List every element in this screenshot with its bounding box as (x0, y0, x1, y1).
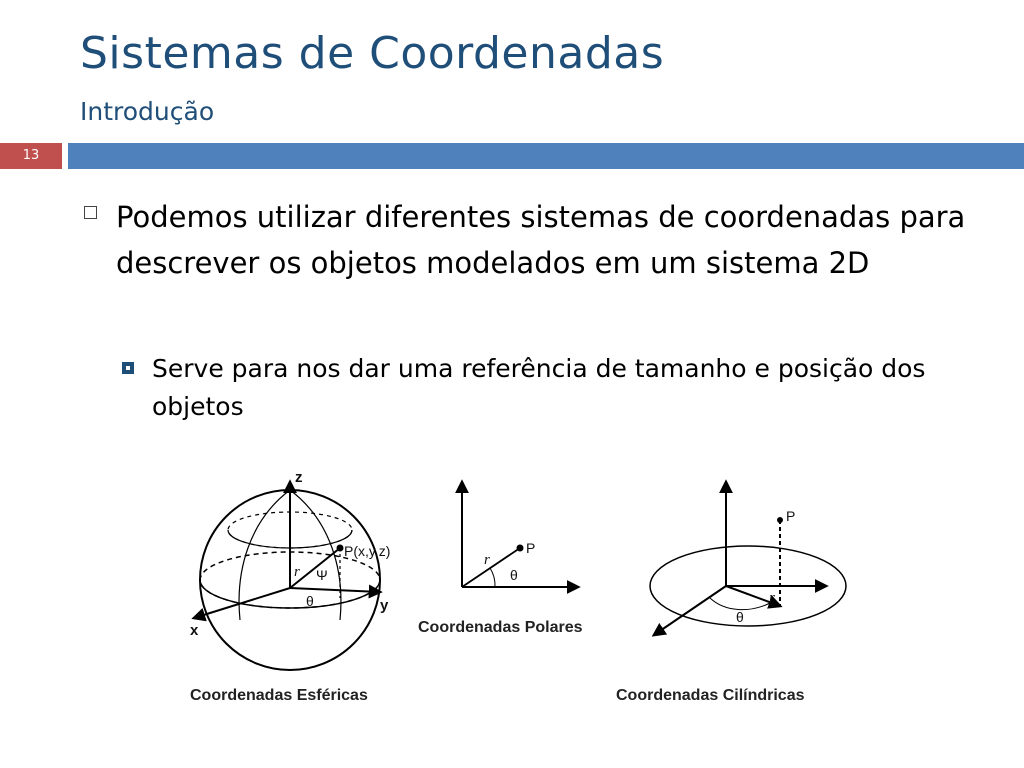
coordinate-systems-figure (180, 460, 860, 720)
cylindrical-point-label: P (786, 508, 796, 524)
spherical-caption: Coordenadas Esféricas (190, 687, 368, 704)
cylindrical-theta-label: θ (736, 609, 744, 625)
polar-theta-label: θ (510, 567, 518, 583)
cylindrical-r-label: r (769, 590, 775, 606)
polar-diagram (418, 482, 583, 636)
slide-number: 13 (0, 143, 62, 169)
bullet-sub-text: Serve para nos dar uma referência de tamanho e posição dos objetos (152, 354, 926, 421)
spherical-axis-y: y (380, 597, 389, 614)
polar-caption: Coordenadas Polares (418, 619, 583, 636)
spherical-psi-label: Ψ (316, 567, 328, 583)
filled-square-bullet-icon (122, 362, 134, 374)
hollow-square-bullet-icon (84, 206, 97, 219)
slide-subtitle: Introdução (80, 97, 215, 126)
spherical-axis-z: z (295, 469, 303, 486)
spherical-diagram (190, 469, 390, 704)
spherical-axis-x: x (190, 622, 199, 639)
polar-r-label: r (484, 552, 490, 568)
bullet-main-text: Podemos utilizar diferentes sistemas de coordenadas para descrever os objetos modelados em um sistema 2D (116, 200, 966, 280)
header-strip (68, 143, 1024, 169)
polar-point-label: P (526, 540, 536, 556)
bullet-sub (122, 350, 982, 426)
bullet-main (84, 194, 984, 286)
spherical-r-label: r (294, 564, 300, 580)
cylindrical-caption: Coordenadas Cilíndricas (616, 687, 805, 704)
spherical-point-label: P(x,y,z) (344, 543, 391, 559)
spherical-theta-label: θ (306, 593, 314, 609)
slide-title: Sistemas de Coordenadas (80, 28, 665, 79)
cylindrical-diagram (616, 482, 846, 704)
header-bar (0, 143, 1024, 169)
